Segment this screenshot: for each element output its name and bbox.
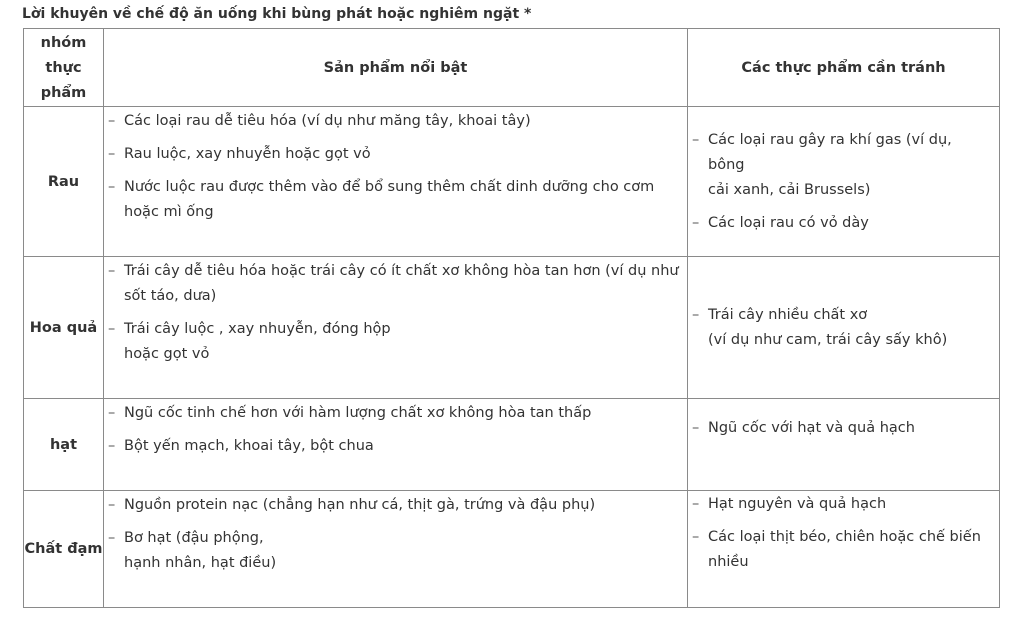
header-featured: Sản phẩm nổi bật <box>104 29 688 107</box>
avoid-list <box>688 128 999 236</box>
item-line: Nước luộc rau được thêm vào để bổ sung thêm chất dinh dưỡng cho cơm <box>124 179 655 195</box>
list-item <box>104 317 687 367</box>
header-row <box>24 29 1000 107</box>
item-line: Bơ hạt (đậu phộng, <box>124 530 264 546</box>
avoid-cell <box>688 491 1000 608</box>
avoid-list <box>688 416 999 441</box>
food-group-cell: Hoa quả <box>24 257 104 399</box>
avoid-cell <box>688 107 1000 257</box>
avoid-list <box>688 303 999 353</box>
item-line: Trái cây luộc , xay nhuyễn, đóng hộp <box>124 321 391 337</box>
item-line: Trái cây nhiều chất xơ <box>708 306 868 323</box>
list-item <box>688 211 999 236</box>
item-line: Nguồn protein nạc (chẳng hạn như cá, thịt gà, trứng và đậu phụ) <box>124 497 596 513</box>
list-item <box>688 416 999 441</box>
avoid-cell <box>688 399 1000 491</box>
table-row <box>24 399 1000 491</box>
header-food-group-line: phẩm <box>40 85 87 101</box>
food-group-cell: Rau <box>24 107 104 257</box>
item-line: Rau luộc, xay nhuyễn hoặc gọt vỏ <box>124 146 371 162</box>
list-item <box>688 492 999 517</box>
item-line: Ngũ cốc tinh chế hơn với hàm lượng chất xơ không hòa tan thấp <box>124 405 592 421</box>
diet-table <box>23 28 1000 608</box>
item-line: Ngũ cốc với hạt và quả hạch <box>708 420 915 436</box>
list-item <box>104 526 687 576</box>
food-group-cell: hạt <box>24 399 104 491</box>
list-item <box>104 142 687 167</box>
item-line: Các loại rau gây ra khí gas (ví dụ, bông <box>708 131 952 173</box>
food-group-cell: Chất đạm <box>24 491 104 608</box>
item-line: sốt táo, dưa) <box>124 288 217 304</box>
header-food-group <box>24 29 104 107</box>
list-item <box>688 303 999 353</box>
item-line: Hạt nguyên và quả hạch <box>708 496 887 512</box>
featured-cell <box>104 257 688 399</box>
table-caption: Lời khuyên về chế độ ăn uống khi bùng phát hoặc nghiêm ngặt * <box>22 6 532 22</box>
list-item <box>104 259 687 309</box>
featured-cell <box>104 399 688 491</box>
item-line: hoặc gọt vỏ <box>124 346 210 362</box>
list-item <box>104 401 687 426</box>
item-line: Trái cây dễ tiêu hóa hoặc trái cây có ít chất xơ không hòa tan hơn (ví dụ như <box>124 263 679 279</box>
header-food-group-line: nhóm <box>40 35 87 51</box>
featured-list <box>104 258 687 367</box>
featured-list <box>104 492 687 576</box>
item-line: Các loại thịt béo, chiên hoặc chế biến <box>708 529 981 545</box>
item-line: (ví dụ như cam, trái cây sấy khô) <box>708 331 948 348</box>
featured-cell <box>104 107 688 257</box>
item-line: hoặc mì ống <box>124 204 214 220</box>
list-item <box>104 493 687 518</box>
header-avoid: Các thực phẩm cần tránh <box>688 29 1000 107</box>
avoid-list <box>688 492 999 575</box>
item-line: nhiều <box>708 554 749 570</box>
item-line: Các loại rau có vỏ dày <box>708 214 869 231</box>
list-item <box>104 434 687 459</box>
table-row <box>24 257 1000 399</box>
table-row <box>24 107 1000 257</box>
list-item <box>104 175 687 225</box>
featured-cell <box>104 491 688 608</box>
featured-list <box>104 108 687 225</box>
featured-list <box>104 400 687 459</box>
item-line: hạnh nhân, hạt điều) <box>124 555 277 571</box>
item-line: Các loại rau dễ tiêu hóa (ví dụ như măng tây, khoai tây) <box>124 113 531 129</box>
item-line: cải xanh, cải Brussels) <box>708 181 871 198</box>
list-item <box>688 525 999 575</box>
list-item <box>104 109 687 134</box>
header-food-group-line: thực <box>45 60 82 76</box>
avoid-cell <box>688 257 1000 399</box>
list-item <box>688 128 999 203</box>
item-line: Bột yến mạch, khoai tây, bột chua <box>124 438 374 454</box>
table-row <box>24 491 1000 608</box>
